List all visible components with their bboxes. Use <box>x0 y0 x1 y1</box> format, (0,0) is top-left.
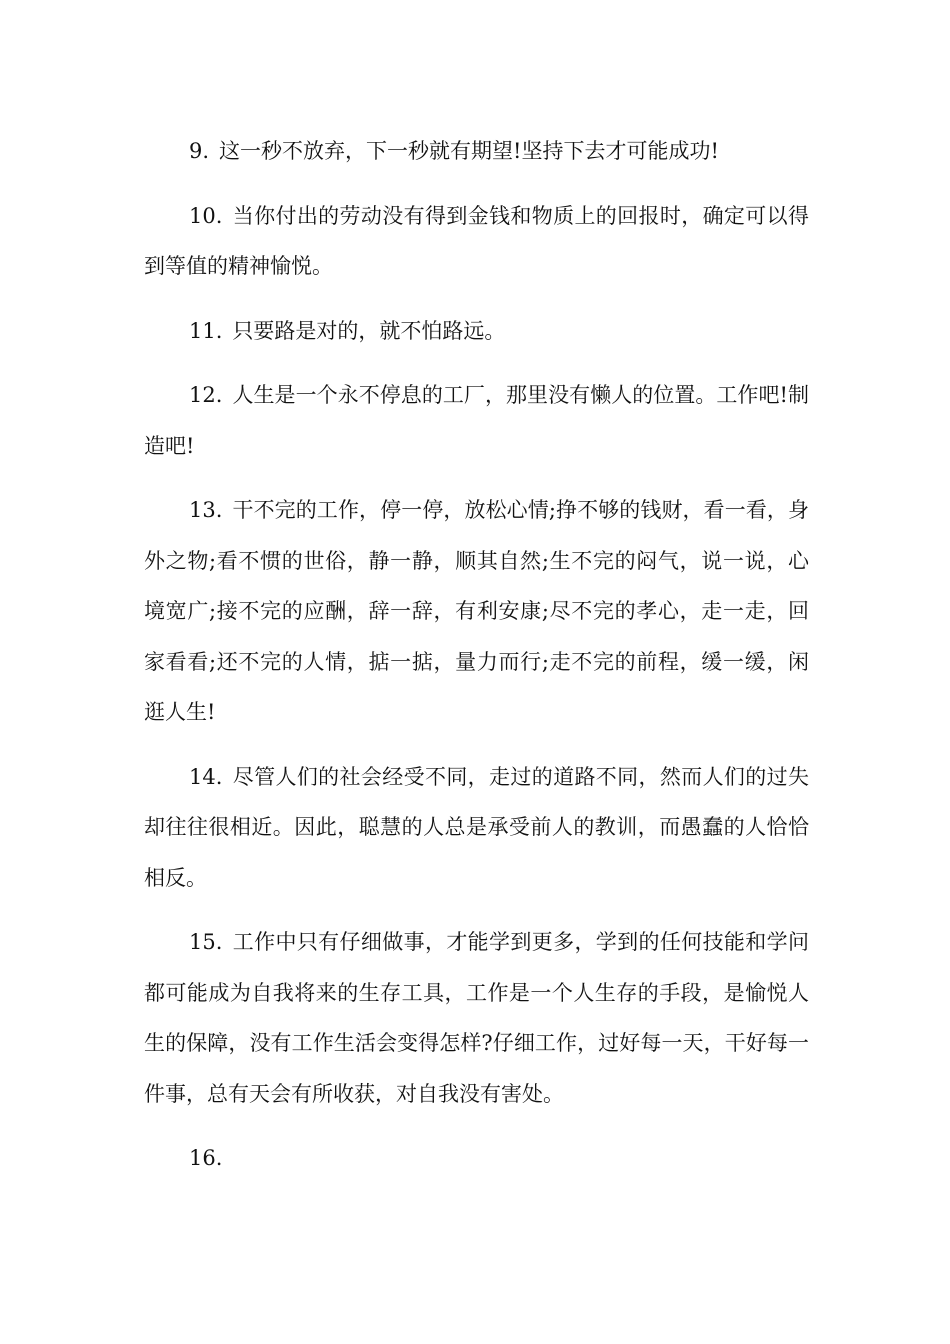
item-text: 工作中只有仔细做事，才能学到更多，学到的任何技能和学问都可能成为自我将来的生存工具，工作是一个人生存的手段，是愉悦人生的保障，没有工作生活会变得怎样?仔细工作，过好每一天，干好每一件事，总有天会有所收获，对自我没有害处。 <box>144 930 809 1106</box>
item-text: 干不完的工作，停一停，放松心情;挣不够的钱财，看一看，身外之物;看不惯的世俗，静一静，顺其自然;生不完的闷气，说一说，心境宽广;接不完的应酬，辞一辞，有利安康;尽不完的孝心，走一走，回家看看;还不完的人情，掂一掂，量力而行;走不完的前程，缓一缓，闲逛人生! <box>144 498 809 724</box>
document-body <box>144 126 809 1198</box>
item-number: 9. <box>189 139 210 163</box>
item-text: 当你付出的劳动没有得到金钱和物质上的回报时，确定可以得到等值的精神愉悦。 <box>144 203 809 278</box>
list-item <box>144 370 809 471</box>
item-number: 14. <box>189 764 223 789</box>
list-item <box>144 1133 809 1184</box>
list-item <box>144 917 809 1119</box>
item-text: 尽管人们的社会经受不同，走过的道路不同，然而人们的过失却往往很相近。因此，聪慧的人总是承受前人的教训，而愚蠢的人恰恰相反。 <box>144 764 809 890</box>
item-number: 13. <box>189 498 223 522</box>
item-number: 15. <box>189 930 223 954</box>
item-number: 16. <box>189 1146 223 1170</box>
list-item <box>144 306 809 357</box>
item-number: 11. <box>189 318 223 343</box>
list-item <box>144 191 809 292</box>
list-item <box>144 485 809 738</box>
list-item <box>144 752 809 904</box>
item-text: 人生是一个永不停息的工厂，那里没有懒人的位置。工作吧!制造吧! <box>144 383 809 458</box>
item-number: 12. <box>189 383 223 407</box>
item-text: 只要路是对的，就不怕路远。 <box>232 318 506 343</box>
list-item <box>144 126 809 177</box>
item-number: 10. <box>189 203 223 228</box>
item-text: 这一秒不放弃，下一秒就有期望!坚持下去才可能成功! <box>219 139 719 163</box>
